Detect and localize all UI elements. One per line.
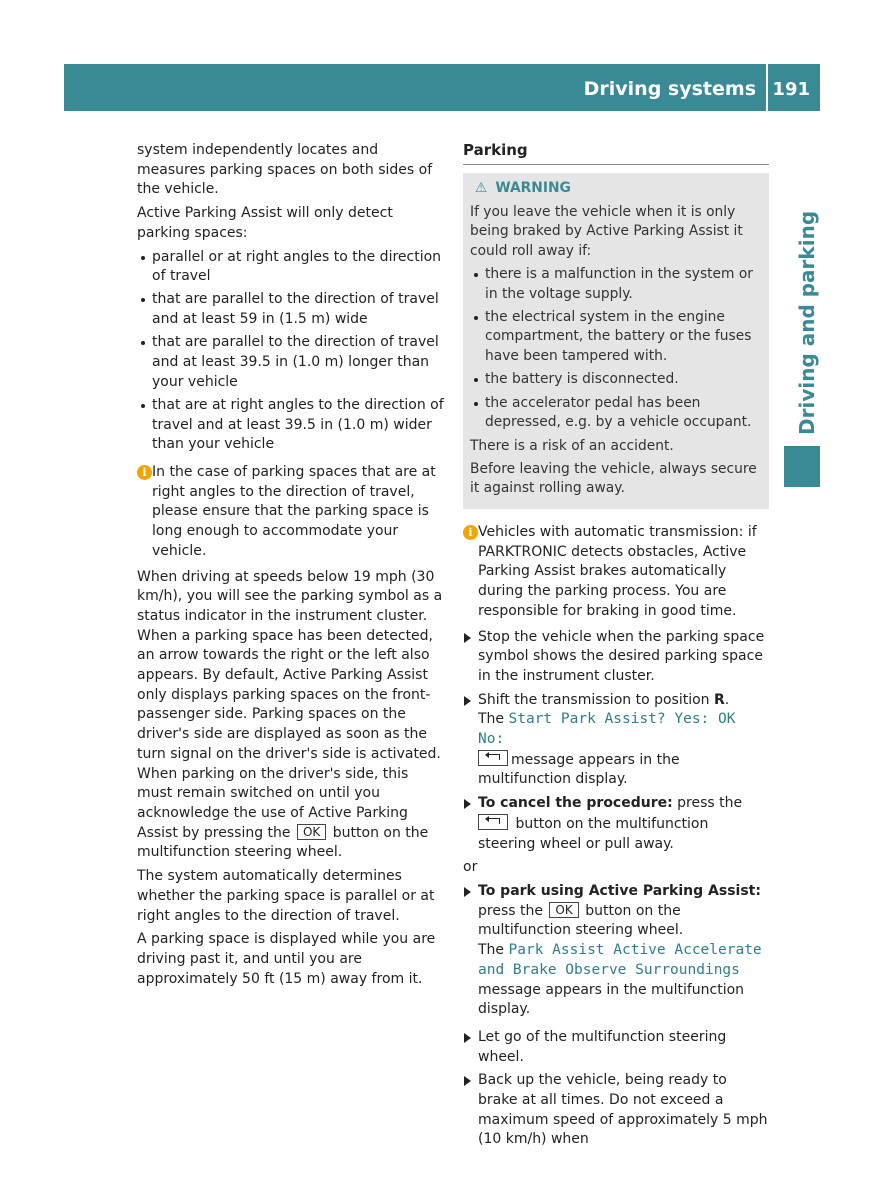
side-tab [770, 160, 820, 450]
instruction-step: Shift the transmission to position R. The Start Park Assist? Yes: OK No: message appears in the multifunction display. [463, 691, 769, 791]
warning-text: Before leaving the vehicle, always secure it against rolling away. [470, 460, 757, 497]
step-text: press the [478, 902, 543, 919]
step-arrow-icon [464, 799, 471, 809]
side-tab-marker [784, 446, 820, 487]
warning-text: If you leave the vehicle when it is only being braked by Active Parking Assist it could roll away if: [470, 203, 743, 260]
instruction-step [463, 794, 769, 854]
warning-title: WARNING [495, 180, 571, 196]
instruction-step [463, 628, 769, 687]
list-item: the accelerator pedal has been depressed, e.g. by a vehicle occupant. [470, 394, 762, 433]
step-text: Let go of the multifunction steering wheel. [478, 1028, 727, 1065]
warning-bullet-list [470, 265, 762, 433]
paragraph-text: button on the multifunction steering wheel. [137, 824, 429, 861]
info-icon: i [463, 525, 478, 540]
instruction-step [463, 882, 769, 1020]
step-text: Back up the vehicle, being ready to brake at all times. Do not exceed a maximum speed of approximately 5 mph (10 km/h) when [478, 1072, 768, 1148]
back-button-icon [478, 814, 508, 830]
paragraph-text: When driving at speeds below 19 mph (30 km/h), you will see the parking symbol as a status indicator in the instrument cluster. When a parking space has been detected, an arrow towards the right or the left also appears. By default, Active Parking Assist only displays parking spaces on the front-passenger side. Parking spaces on the driver's side are displayed as soon as the turn signal on the driver's side is activated. When parking on the driver's side, this must remain switched on until you acknowledge the use of Active Parking Assist by pressing the [137, 568, 443, 841]
step-text: message appears in the multifunction display. [478, 981, 745, 1018]
header-bar [64, 64, 820, 111]
paragraph: A parking space is displayed while you are driving past it, and until you are approximately 50 ft (15 m) away from it. [137, 931, 436, 987]
header-divider [766, 64, 768, 111]
list-item: that are at right angles to the direction of travel and at least 39.5 in (1.0 m) wider than your vehicle [137, 396, 444, 455]
info-note [137, 463, 444, 562]
warning-header [470, 179, 762, 199]
step-text: The [478, 942, 505, 959]
step-text: Shift the transmission to position [478, 691, 710, 708]
bullet-list [137, 248, 444, 456]
step-arrow-icon [464, 1033, 471, 1043]
step-arrow-icon [464, 633, 471, 643]
note-text: In the case of parking spaces that are at right angles to the direction of travel, please ensure that the parking space is long enough to accommodate your vehicle. [152, 464, 436, 559]
side-tab-label: Driving and parking [795, 210, 819, 435]
step-bold-text: To cancel the procedure: [478, 795, 673, 812]
warning-box [463, 173, 769, 509]
ok-key: OK [549, 902, 578, 918]
step-text: button on the multifunction steering wheel. [478, 902, 684, 939]
gear-position: R [714, 691, 725, 708]
step-arrow-icon [464, 1076, 471, 1086]
list-item: that are parallel to the direction of travel and at least 39.5 in (1.0 m) longer than your vehicle [137, 333, 444, 392]
or-text: or [463, 859, 478, 876]
warning-text: There is a risk of an accident. [470, 437, 674, 454]
step-text: button on the multifunction steering wheel or pull away. [478, 815, 709, 852]
list-item: that are parallel to the direction of travel and at least 59 in (1.5 m) wide [137, 290, 444, 329]
step-text: message appears in the multifunction display. [478, 751, 680, 788]
step-text: The [478, 711, 505, 728]
step-text: press the [677, 795, 743, 812]
paragraph: system independently locates and measures parking spaces on both sides of the vehicle. [137, 142, 433, 198]
left-column [137, 141, 444, 993]
paragraph: The system automatically determines whether the parking space is parallel or at right angles to the direction of travel. [137, 868, 435, 924]
ok-key: OK [297, 824, 326, 840]
list-item: parallel or at right angles to the direction of travel [137, 248, 444, 287]
paragraph [137, 568, 444, 864]
step-arrow-icon [464, 696, 471, 706]
note-text: Vehicles with automatic transmission: if PARKTRONIC detects obstacles, Active Parking Assist brakes automatically during the parking process. You are responsible for braking in good time. [478, 524, 757, 619]
instruction-step [463, 1028, 769, 1067]
display-message: Park Assist Active Accelerate and Brake Observe Surroundings [478, 942, 762, 978]
display-message: Start Park Assist? Yes: OK No: [478, 711, 736, 748]
back-button-icon [478, 750, 508, 766]
list-item: the battery is disconnected. [470, 370, 762, 390]
paragraph: Active Parking Assist will only detect parking spaces: [137, 205, 393, 241]
info-note [463, 523, 769, 622]
section-heading: Parking [463, 141, 769, 165]
info-icon: i [137, 465, 152, 480]
instruction-step [463, 1071, 769, 1150]
list-item: the electrical system in the engine compartment, the battery or the fuses have been tampered with. [470, 308, 762, 367]
step-arrow-icon [464, 887, 471, 897]
page-number: 191 [772, 79, 810, 100]
section-title: Driving systems [583, 78, 756, 100]
right-column [463, 141, 769, 1154]
step-text: Stop the vehicle when the parking space symbol shows the desired parking space in the instrument cluster. [478, 628, 765, 684]
warning-triangle-icon: ⚠ [475, 180, 488, 196]
step-bold-text: To park using Active Parking Assist: [478, 883, 761, 899]
list-item: there is a malfunction in the system or in the voltage supply. [470, 265, 762, 304]
